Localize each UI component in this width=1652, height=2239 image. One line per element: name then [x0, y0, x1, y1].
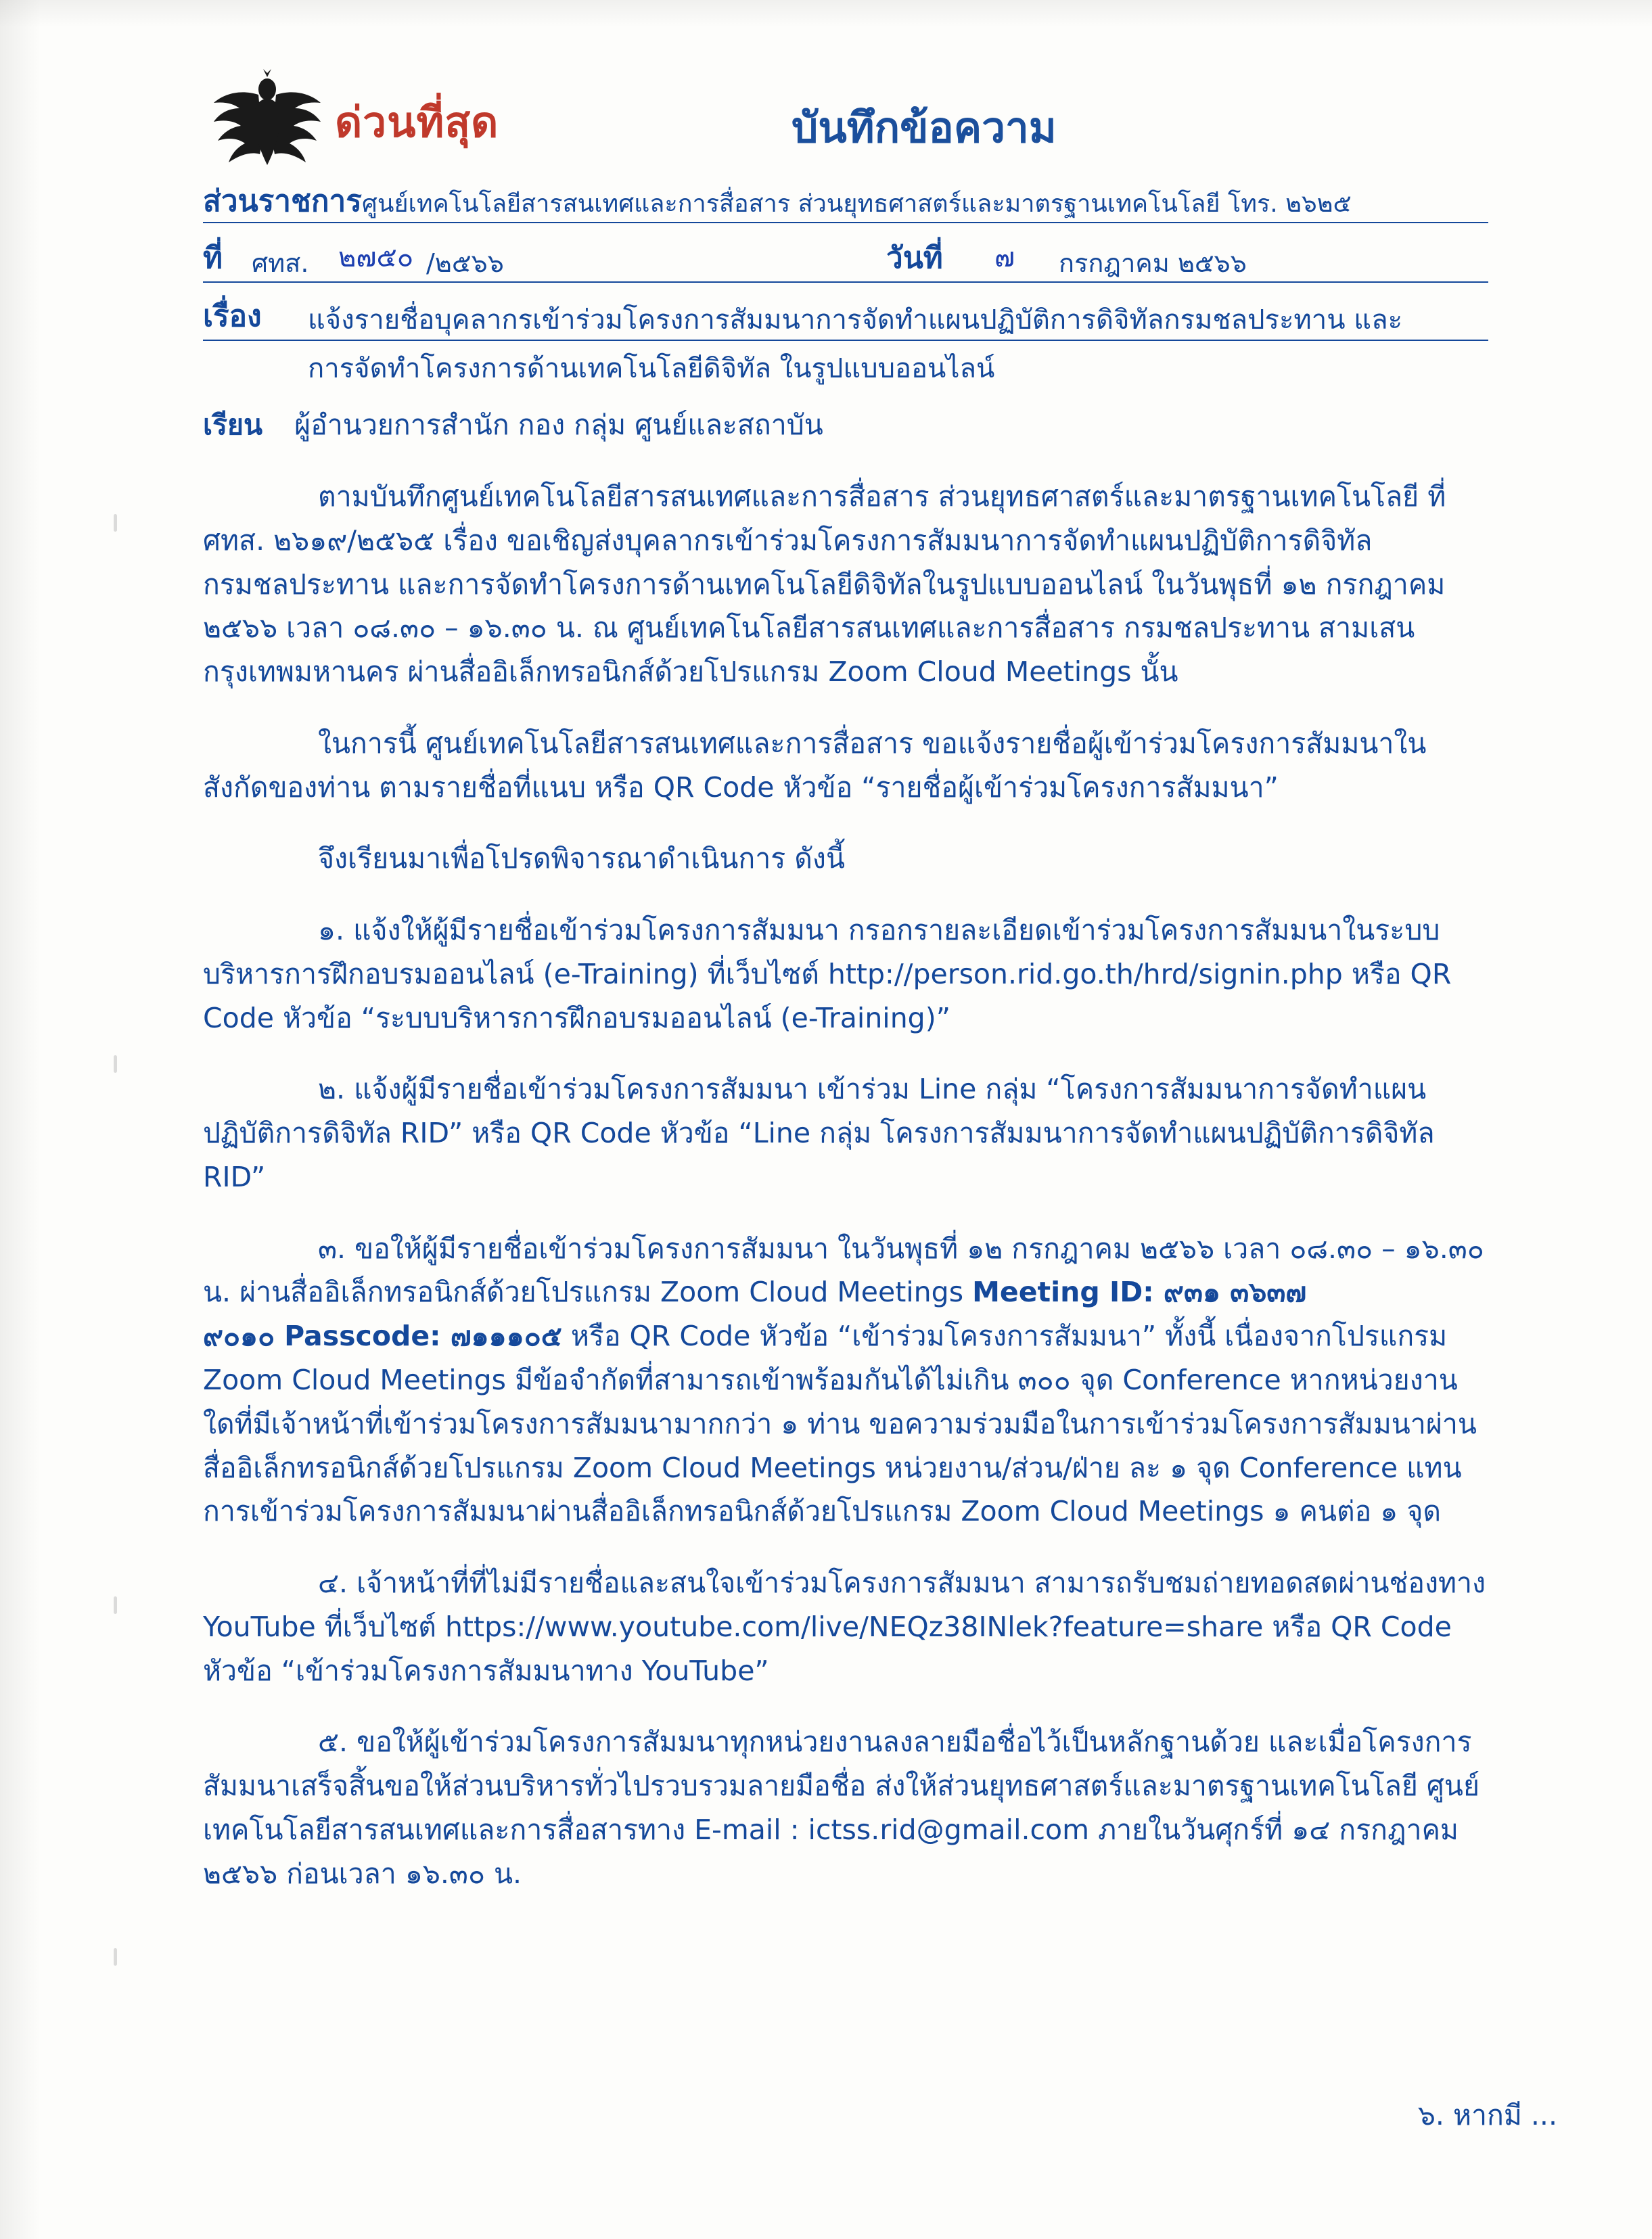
paragraph-purpose: ในการนี้ ศูนย์เทคโนโลยีสารสนเทศและการสื่อสาร ขอแจ้งรายชื่อผู้เข้าร่วมโครงการสัมมนาในสังกัดของท่าน ตามรายชื่อที่แนบ หรือ QR Code หัวข้อ “รายชื่อผู้เข้าร่วมโครงการสัมมนา” [203, 726, 1427, 804]
punch-mark [114, 1596, 117, 1614]
greeting-value: ผู้อำนวยการสำนัก กอง กลุ่ม ศูนย์และสถาบัน [294, 409, 823, 441]
field-department [203, 176, 1488, 223]
punch-mark [114, 1055, 117, 1073]
paragraph-request-intro: จึงเรียนมาเพื่อโปรดพิจารณาดำเนินการ ดังนี้ [318, 842, 845, 875]
ref-year: /๒๕๖๖ [426, 248, 504, 278]
document-header [203, 65, 1488, 166]
item3-part1: ๓. ขอให้ผู้มีรายชื่อเข้าร่วมโครงการสัมมนา ในวันพุธที่ ๑๒ กรกฎาคม ๒๕๖๖ เวลา ๐๘.๓๐ – ๑๖.๓๐ น. ผ่านสื่ออิเล็กทรอนิกส์ด้วยโปรแกรม Zoom Cloud Meetings [203, 1232, 1484, 1309]
subject-line-1: แจ้งรายชื่อบุคลากรเข้าร่วมโครงการสัมมนาการจัดทำแผนปฏิบัติการดิจิทัลกรมชลประทาน และ [308, 304, 1403, 336]
field-rule [203, 281, 1488, 283]
ref-number: ๒๗๕๐ [338, 242, 414, 273]
meeting-id: Meeting ID: ๙๓๑ ๓๖๓๗ ๙๐๑๐ [203, 1276, 1307, 1353]
list-item-2: ๒. แจ้งผู้มีรายชื่อเข้าร่วมโครงการสัมมนา เข้าร่วม Line กลุ่ม “โครงการสัมมนาการจัดทำแผนปฏิบัติการดิจิทัล RID” หรือ QR Code หัวข้อ “Line กลุ่ม โครงการสัมมนาการจัดทำแผนปฏิบัติการดิจิทัล RID” [203, 1073, 1435, 1193]
ref-prefix: ศทส. [252, 248, 309, 278]
field-ref-date [203, 233, 1488, 283]
scan-shadow-top [0, 0, 1652, 27]
garuda-emblem-icon [210, 69, 325, 170]
field-rule [203, 222, 1488, 223]
paragraph-reference: ตามบันทึกศูนย์เทคโนโลยีสารสนเทศและการสื่อสาร ส่วนยุทธศาสตร์และมาตรฐานเทคโนโลยี ที่ ศทส. ๒๖๑๙/๒๕๖๕ เรื่อง ขอเชิญส่งบุคลากรเข้าร่วมโครงการสัมมนาการจัดทำแผนปฏิบัติการดิจิทัลกรมชลประทาน และการจัดทำโครงการด้านเทคโนโลยีดิจิทัลในรูปแบบออนไลน์ ในวันพุธที่ ๑๒ กรกฎาคม ๒๕๖๖ เวลา ๐๘.๓๐ – ๑๖.๓๐ น. ณ ศูนย์เทคโนโลยีสารสนเทศและการสื่อสาร กรมชลประทาน สามเสน กรุงเทพมหานคร ผ่านสื่ออิเล็กทรอนิกส์ด้วยโปรแกรม Zoom Cloud Meetings นั้น [203, 480, 1446, 689]
ref-label: ที่ [203, 241, 223, 275]
greeting-row [203, 403, 1488, 447]
item3-part2: หรือ QR Code หัวข้อ “เข้าร่วมโครงการสัมมนา” ทั้งนี้ เนื่องจากโปรแกรม Zoom Cloud Meetings มีข้อจำกัดที่สามารถเข้าพร้อมกันได้ไม่เกิน ๓๐๐ จุด Conference หากหน่วยงานใดที่มีเจ้าหน้าที่เข้าร่วมโครงการสัมมนามากกว่า ๑ ท่าน ขอความร่วมมือในการเข้าร่วมโครงการสัมมนาผ่านสื่ออิเล็กทรอนิกส์ด้วยโปรแกรม Zoom Cloud Meetings หน่วยงาน/ส่วน/ฝ่าย ละ ๑ จุด Conference แทนการเข้าร่วมโครงการสัมมนาผ่านสื่ออิเล็กทรอนิกส์ด้วยโปรแกรม Zoom Cloud Meetings ๑ คนต่อ ๑ จุด [203, 1320, 1477, 1528]
urgent-stamp: ด่วนที่สุด [335, 97, 499, 147]
subject-line-2: การจัดทำโครงการด้านเทคโนโลยีดิจิทัล ในรูปแบบออนไลน์ [308, 353, 995, 384]
department-label: ส่วนราชการ [203, 184, 362, 218]
punch-mark [114, 1948, 117, 1966]
document-body [203, 475, 1488, 1895]
field-rule [203, 340, 1488, 341]
punch-mark [114, 514, 117, 532]
list-item-3 [203, 1227, 1488, 1533]
field-subject [203, 291, 1488, 341]
scan-shadow-left [0, 0, 41, 2239]
date-rest: กรกฎาคม ๒๕๖๖ [1059, 248, 1247, 278]
list-item-1: ๑. แจ้งให้ผู้มีรายชื่อเข้าร่วมโครงการสัมมนา กรอกรายละเอียดเข้าร่วมโครงการสัมมนาในระบบบริหารการฝึกอบรมออนไลน์ (e-Training) ที่เว็บไซต์ http://person.rid.go.th/hrd/signin.php หรือ QR Code หัวข้อ “ระบบบริหารการฝึกอบรมออนไลน์ (e-Training)” [203, 914, 1452, 1034]
page-title: บันทึกข้อความ [791, 103, 1057, 152]
subject-label: เรื่อง [203, 299, 262, 333]
document-content [203, 65, 1488, 1913]
department-value: ศูนย์เทคโนโลยีสารสนเทศและการสื่อสาร ส่วนยุทธศาสตร์และมาตรฐานเทคโนโลยี โทร. ๒๖๒๕ [362, 190, 1352, 218]
greeting-label: เรียน [203, 409, 263, 441]
date-label: วันที่ [886, 241, 943, 275]
continuation-note: ๖. หากมี ... [1417, 2099, 1557, 2131]
list-item-4: ๔. เจ้าหน้าที่ที่ไม่มีรายชื่อและสนใจเข้าร่วมโครงการสัมมนา สามารถรับชมถ่ายทอดสดผ่านช่องทาง YouTube ที่เว็บไซต์ https://www.youtube.com/live/NEQz38INlek?feature=share หรือ QR Code หัวข้อ “เข้าร่วมโครงการสัมมนาทาง YouTube” [203, 1567, 1486, 1687]
list-item-5: ๕. ขอให้ผู้เข้าร่วมโครงการสัมมนาทุกหน่วยงานลงลายมือชื่อไว้เป็นหลักฐานด้วย และเมื่อโครงการสัมมนาเสร็จสิ้นขอให้ส่วนบริหารทั่วไปรวบรวมลายมือชื่อ ส่งให้ส่วนยุทธศาสตร์และมาตรฐานเทคโนโลยี ศูนย์เทคโนโลยีสารสนเทศและการสื่อสารทาง E-mail : ictss.rid@gmail.com ภายในวันศุกร์ที่ ๑๔ กรกฎาคม ๒๕๖๖ ก่อนเวลา ๑๖.๓๐ น. [203, 1726, 1479, 1890]
date-day: ๗ [994, 242, 1015, 273]
meeting-passcode: Passcode: ๗๑๑๑๐๕ [284, 1320, 562, 1353]
